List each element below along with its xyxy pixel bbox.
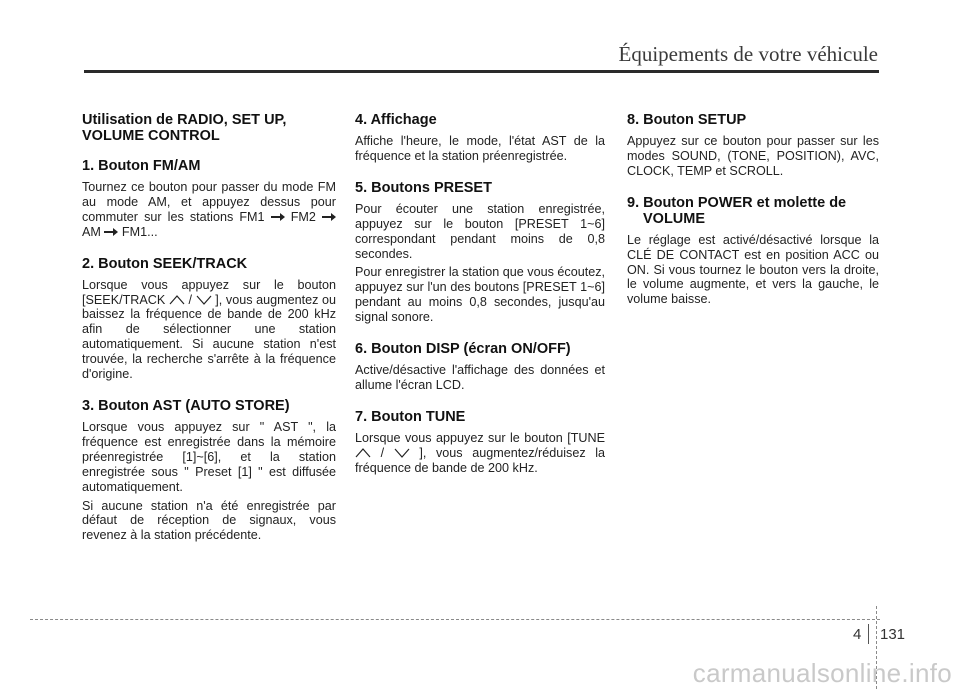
section-tune [355,409,605,476]
column-1 [82,112,336,559]
header-rule [84,70,879,73]
section-seek-track [82,256,336,382]
main-section [82,112,336,144]
page-number: 131 [880,626,906,643]
section-disp [355,341,605,393]
section-header-title: Équipements de votre véhicule [618,42,878,66]
chevron-down-icon [394,448,410,458]
section-text-display: Affiche l'heure, le mode, l'état AST de la fréquence et la station préenregistrée. [355,134,605,163]
section-title-setup: 8. Bouton SETUP [627,112,747,128]
section-text-ast-2: Si aucune station n'a été enregistrée par défaut de réception de signaux, vous revenez à la station précédente. [82,498,336,543]
section-text-ast-1: Lorsque vous appuyez sur " AST ", la fréquence est enregistrée dans la mémoire préenregistrée [1]~[6], et la station enregistrée sous " Preset [1] " est diffusée automatiquement. [82,419,336,494]
seek-text-b: ], vous augmentez ou baissez la fréquence de bande de 200 kHz afin de sélectionner une station automatiquement. Si aucune station n'est trouvée, la recherche s'arrête à la fréquence d'origine. [82,292,337,382]
arrow-right-icon [271,213,285,221]
section-title-tune: 7. Bouton TUNE [355,408,466,425]
section-title-ast: 3. Bouton AST (AUTO STORE) [82,397,290,414]
column-3 [627,112,879,323]
chapter-number: 4 [853,626,862,643]
footer-rule [30,619,880,620]
section-text-seek-track [82,278,336,382]
arrow-right-icon [322,213,336,221]
section-text-fm-am [82,180,336,240]
section-title-preset: 5. Boutons PRESET [355,179,492,196]
column-2 [355,112,605,492]
fm-am-text-c: AM [82,224,101,239]
seek-slash: / [188,292,193,307]
fm-am-text-b: FM2 [290,209,316,224]
section-text-tune [355,431,605,476]
seek-text-a: Lorsque vous appuyez sur le bouton [SEEK/TRACK [82,277,336,307]
chevron-up-icon [169,295,185,305]
section-preset [355,180,605,325]
section-text-preset-1: Pour écouter une station enregistrée, appuyez sur le bouton [PRESET 1~6] correspondant pendant moins de 0,8 secondes. [355,201,605,261]
section-setup [627,112,879,179]
section-text-disp: Active/désactive l'affichage des données et allume l'écran LCD. [355,363,605,392]
tune-text-c: vous augmentez/réduisez la fréquence de bande de 200 kHz. [355,445,606,475]
fm-am-text-a: Tournez ce bouton pour passer du mode FM au mode AM, et appuyez dessus pour commuter sur les stations FM1 [82,180,336,224]
chevron-up-icon [355,448,371,458]
section-power-volume [627,195,879,308]
section-title-seek-track: 2. Bouton SEEK/TRACK [82,255,248,272]
section-title-fm-am: 1. Bouton FM/AM [82,158,201,174]
main-title: Utilisation de RADIO, SET UP, VOLUME CONTROL [82,112,287,144]
watermark: carmanualsonline.info [692,658,952,688]
tune-text-b: ], [419,445,427,460]
section-ast [82,398,336,543]
section-text-power-volume: Le réglage est activé/désactivé lorsque la CLÉ DE CONTACT est en position ACC ou ON. Si vous tournez le bouton vers la droite, le volume augmente, et vers la gauche, le volume baisse. [627,232,879,307]
fm-am-text-d: FM1... [121,224,158,239]
section-title-display: 4. Affichage [355,112,437,128]
tune-text-a: Lorsque vous appuyez sur le bouton [TUNE [355,430,605,445]
section-display [355,112,605,164]
page-number-separator [868,624,869,644]
section-fm-am [82,158,336,240]
section-title-power-volume: 9. Bouton POWER et molette de VOLUME [627,194,847,227]
section-text-preset-2: Pour enregistrer la station que vous écoutez, appuyez sur l'un des boutons [PRESET 1~6] pendant au moins 0,8 secondes, jusqu'au signal sonore. [355,265,605,325]
section-text-setup: Appuyez sur ce bouton pour passer sur les modes SOUND, (TONE, POSITION), AVC, CLOCK, TEMP et SCROLL. [627,134,879,178]
tune-slash: / [380,445,385,460]
section-title-disp: 6. Bouton DISP (écran ON/OFF) [355,341,571,358]
chevron-down-icon [196,295,212,305]
arrow-right-icon [104,228,118,236]
